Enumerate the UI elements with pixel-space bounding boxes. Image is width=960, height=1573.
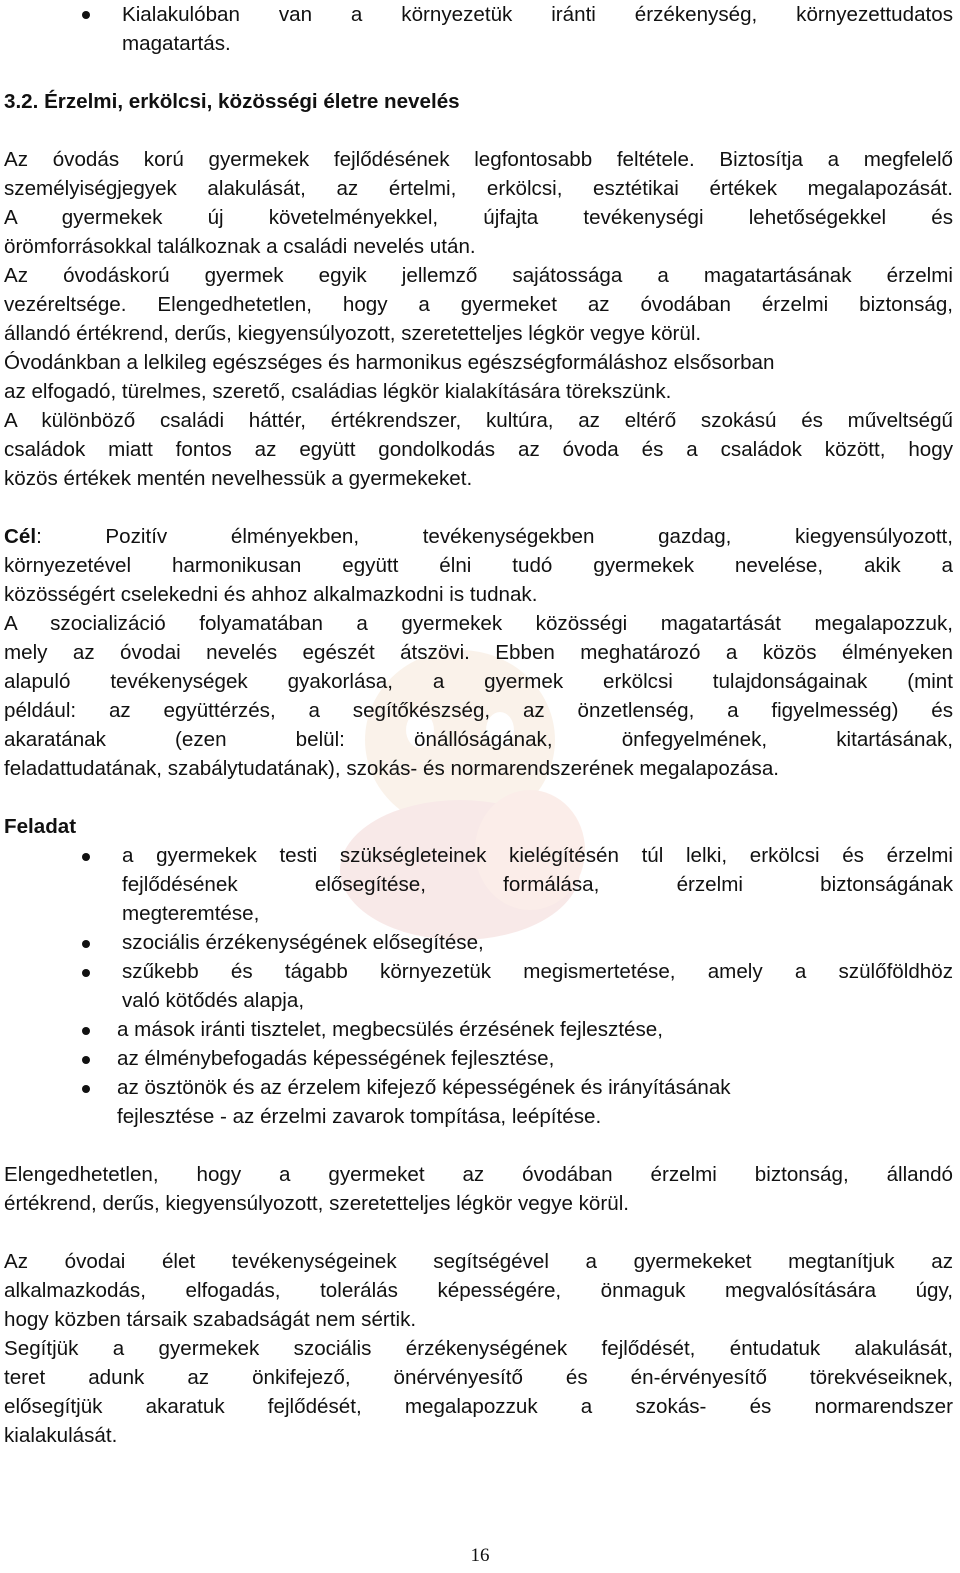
goal-line: A szocializáció folyamatában a gyermekek közösségi magatartását megalapozzuk, [4,612,953,635]
task-bullet-line: való kötődés alapja, [122,989,305,1012]
intro-line: közös értékek mentén nevelhessük a gyermekeket. [4,467,473,490]
closing-line: kialakulását. [4,1424,118,1447]
goal-line: feladattudatának, szabálytudatának), szokás- és normarendszerének megalapozása. [4,757,780,780]
closing-line: hogy közben társaik szabadságát nem sértik. [4,1308,417,1331]
goal-line: alapuló tevékenységek gyakorlása, a gyermek erkölcsi tulajdonságainak (mint [4,670,953,693]
bullet-dot-icon [82,11,90,19]
bullet-dot-icon [82,1027,90,1035]
task-bullet-line: az élménybefogadás képességének fejlesztése, [117,1047,555,1070]
task-bullet-line: szociális érzékenységének elősegítése, [122,931,484,954]
goal-first-line-text: : Pozitív élményekben, tevékenységekben gazdag, kiegyensúlyozott, [36,525,953,548]
task-bullet-line: a gyermekek testi szükségleteinek kielégítésén túl lelki, erkölcsi és érzelmi [122,844,953,867]
task-bullet-line: fejlődésének elősegítése, formálása, érzelmi biztonságának [122,873,953,896]
bullet-dot-icon [82,853,90,861]
closing-line: elősegítjük akaratuk fejlődését, megalapozzuk a szokás- és normarendszer [4,1395,953,1418]
intro-line: A gyermekek új követelményekkel, újfajta tevékenységi lehetőségekkel és [4,206,953,229]
goal-line: akaratának (ezen belül: önállóságának, önfegyelmének, kitartásának, [4,728,953,751]
bullet-dot-icon [82,1056,90,1064]
intro-line: az elfogadó, türelmes, szerető, családias légkör kialakítására törekszünk. [4,380,672,403]
task-bullet-line: megteremtése, [122,902,260,925]
bullet-dot-icon [82,1085,90,1093]
goal-line: környezetével harmonikusan együtt élni tudó gyermekek nevelése, akik a [4,554,953,577]
closing-line: értékrend, derűs, kiegyensúlyozott, szeretetteljes légkör vegye körül. [4,1192,629,1215]
closing-line: Segítjük a gyermekek szociális érzékenységének fejlődését, éntudatuk alakulását, [4,1337,953,1360]
closing-line: Az óvodai élet tevékenységeinek segítségével a gyermekeket megtanítjuk az [4,1250,953,1273]
task-bullet-line: az ösztönök és az érzelem kifejező képességének és irányításának [117,1076,731,1099]
intro-line: vezéreltsége. Elengedhetetlen, hogy a gyermeket az óvodában érzelmi biztonság, [4,293,953,316]
page-number: 16 [470,1545,490,1566]
intro-line: személyiségjegyek alakulását, az értelmi, erkölcsi, esztétikai értékek megalapozását. [4,177,953,200]
task-bullet-line: a mások iránti tisztelet, megbecsülés érzésének fejlesztése, [117,1018,663,1041]
goal-label: Cél [4,525,37,548]
bullet-dot-icon [82,969,90,977]
goal-first-line [4,522,953,551]
closing-line: teret adunk az önkifejező, önérvényesítő és én-érvényesítő törekvéseiknek, [4,1366,953,1389]
intro-line: állandó értékrend, derűs, kiegyensúlyozott, szeretetteljes légkör vegye körül. [4,322,702,345]
task-bullet-line: szűkebb és tágabb környezetük megismertetése, amely a szülőföldhöz [122,960,953,983]
task-bullet-line: fejlesztése - az érzelmi zavarok tompítása, leépítése. [117,1105,602,1128]
top-bullet-line: magatartás. [122,32,231,55]
closing-line: Elengedhetetlen, hogy a gyermeket az óvodában érzelmi biztonság, állandó [4,1163,953,1186]
goal-line: például: az együttérzés, a segítőkészség, az önzetlenség, a figyelmesség) és [4,699,953,722]
intro-line: Óvodánkban a lelkileg egészséges és harmonikus egészségformáláshoz elsősorban [4,351,775,374]
top-bullet-line: Kialakulóban van a környezetük iránti érzékenység, környezettudatos [122,3,953,26]
intro-line: Az óvodáskorú gyermek egyik jellemző sajátossága a magatartásának érzelmi [4,264,953,287]
intro-line: örömforrásokkal találkoznak a családi nevelés után. [4,235,476,258]
intro-line: családok miatt fontos az együtt gondolkodás az óvoda és a családok között, hogy [4,438,953,461]
intro-line: Az óvodás korú gyermekek fejlődésének legfontosabb feltétele. Biztosítja a megfelelő [4,148,953,171]
task-heading: Feladat [4,815,77,838]
section-heading: 3.2. Érzelmi, erkölcsi, közösségi életre nevelés [4,90,460,113]
intro-line: A különböző családi háttér, értékrendszer, kultúra, az eltérő szokású és műveltségű [4,409,953,432]
goal-line: közösségért cselekedni és ahhoz alkalmazkodni is tudnak. [4,583,538,606]
goal-line: mely az óvodai nevelés egészét átszövi. Ebben meghatározó a közös élményeken [4,641,953,664]
closing-line: alkalmazkodás, elfogadás, tolerálás képességére, önmaguk megvalósítására úgy, [4,1279,953,1302]
bullet-dot-icon [82,940,90,948]
